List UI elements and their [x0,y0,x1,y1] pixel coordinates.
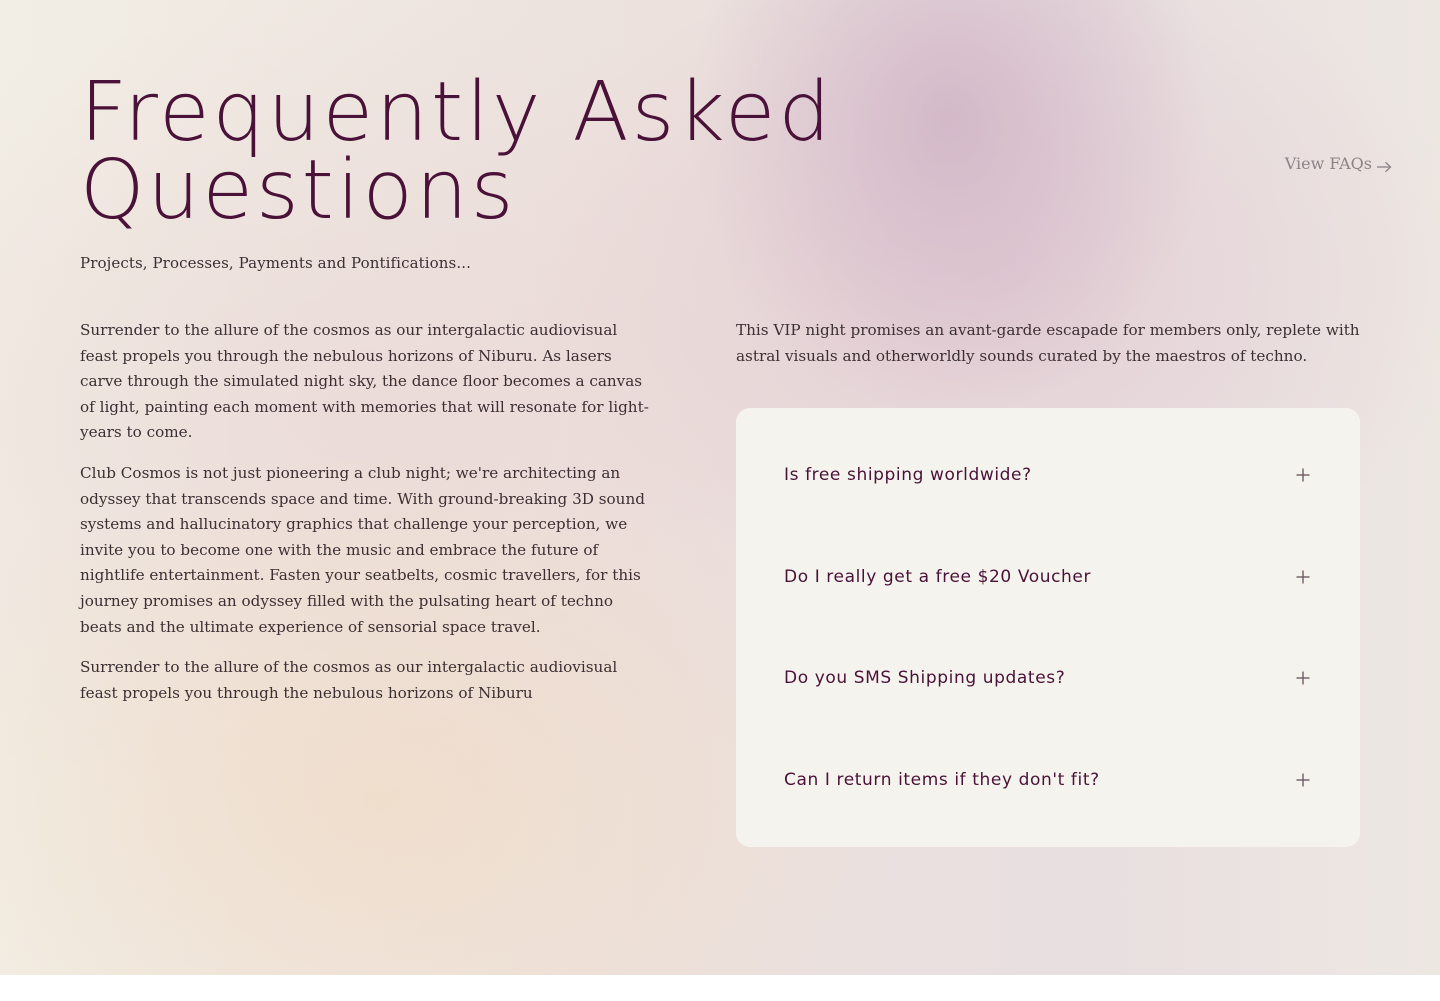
plus-icon[interactable] [1296,773,1310,787]
faq-question: Do I really get a free $20 Voucher [784,566,1092,587]
title-line-1: Frequently Asked [80,65,834,160]
title-line-2: Questions [80,143,517,238]
page-title [80,65,840,238]
description-paragraph-2: Club Cosmos is not just pioneering a club night; we're architecting an odyssey that transcends space and time. With ground-breaking 3D sound systems and hallucinatory graphics that challenge your perception, we invite you to become one with the music and embrace the future of nightlife entertainment. Fasten your seatbelts, cosmic travellers, for this journey promises an odyssey filled with the pulsating heart of techno beats and the ultimate experience of sensorial space travel. [80,463,645,636]
arrow-right-icon [1376,158,1392,170]
description-column [80,318,650,721]
faq-question: Do you SMS Shipping updates? [784,668,1066,689]
view-faqs-label: View FAQs [1284,154,1372,173]
faq-item-sms-updates[interactable] [784,628,1312,730]
page-subtitle: Projects, Processes, Payments and Pontifications... [80,254,471,272]
plus-icon[interactable] [1296,671,1310,685]
vip-intro-text: This VIP night promises an avant-garde escapade for members only, replete with astral visuals and otherworldly sounds curated by the maestros of techno. [736,321,1360,365]
faq-question: Is free shipping worldwide? [784,464,1032,485]
faq-item-voucher[interactable] [784,526,1312,628]
faq-accordion [736,408,1360,847]
plus-icon[interactable] [1296,468,1310,482]
plus-icon[interactable] [1296,570,1310,584]
faq-question: Can I return items if they don't fit? [784,770,1100,791]
description-paragraph-3: Surrender to the allure of the cosmos as our intergalactic audiovisual feast propels you through the nebulous horizons of Niburu [80,658,618,702]
description-paragraph-1: Surrender to the allure of the cosmos as our intergalactic audiovisual feast propels you through the nebulous horizons of Niburu. As lasers carve through the simulated night sky, the dance floor becomes a canvas of light, painting each moment with memories that will resonate for light-years to come. [80,321,649,442]
view-faqs-link[interactable] [1285,154,1392,173]
faq-item-free-shipping[interactable] [784,424,1312,526]
faq-item-returns[interactable] [784,729,1312,831]
